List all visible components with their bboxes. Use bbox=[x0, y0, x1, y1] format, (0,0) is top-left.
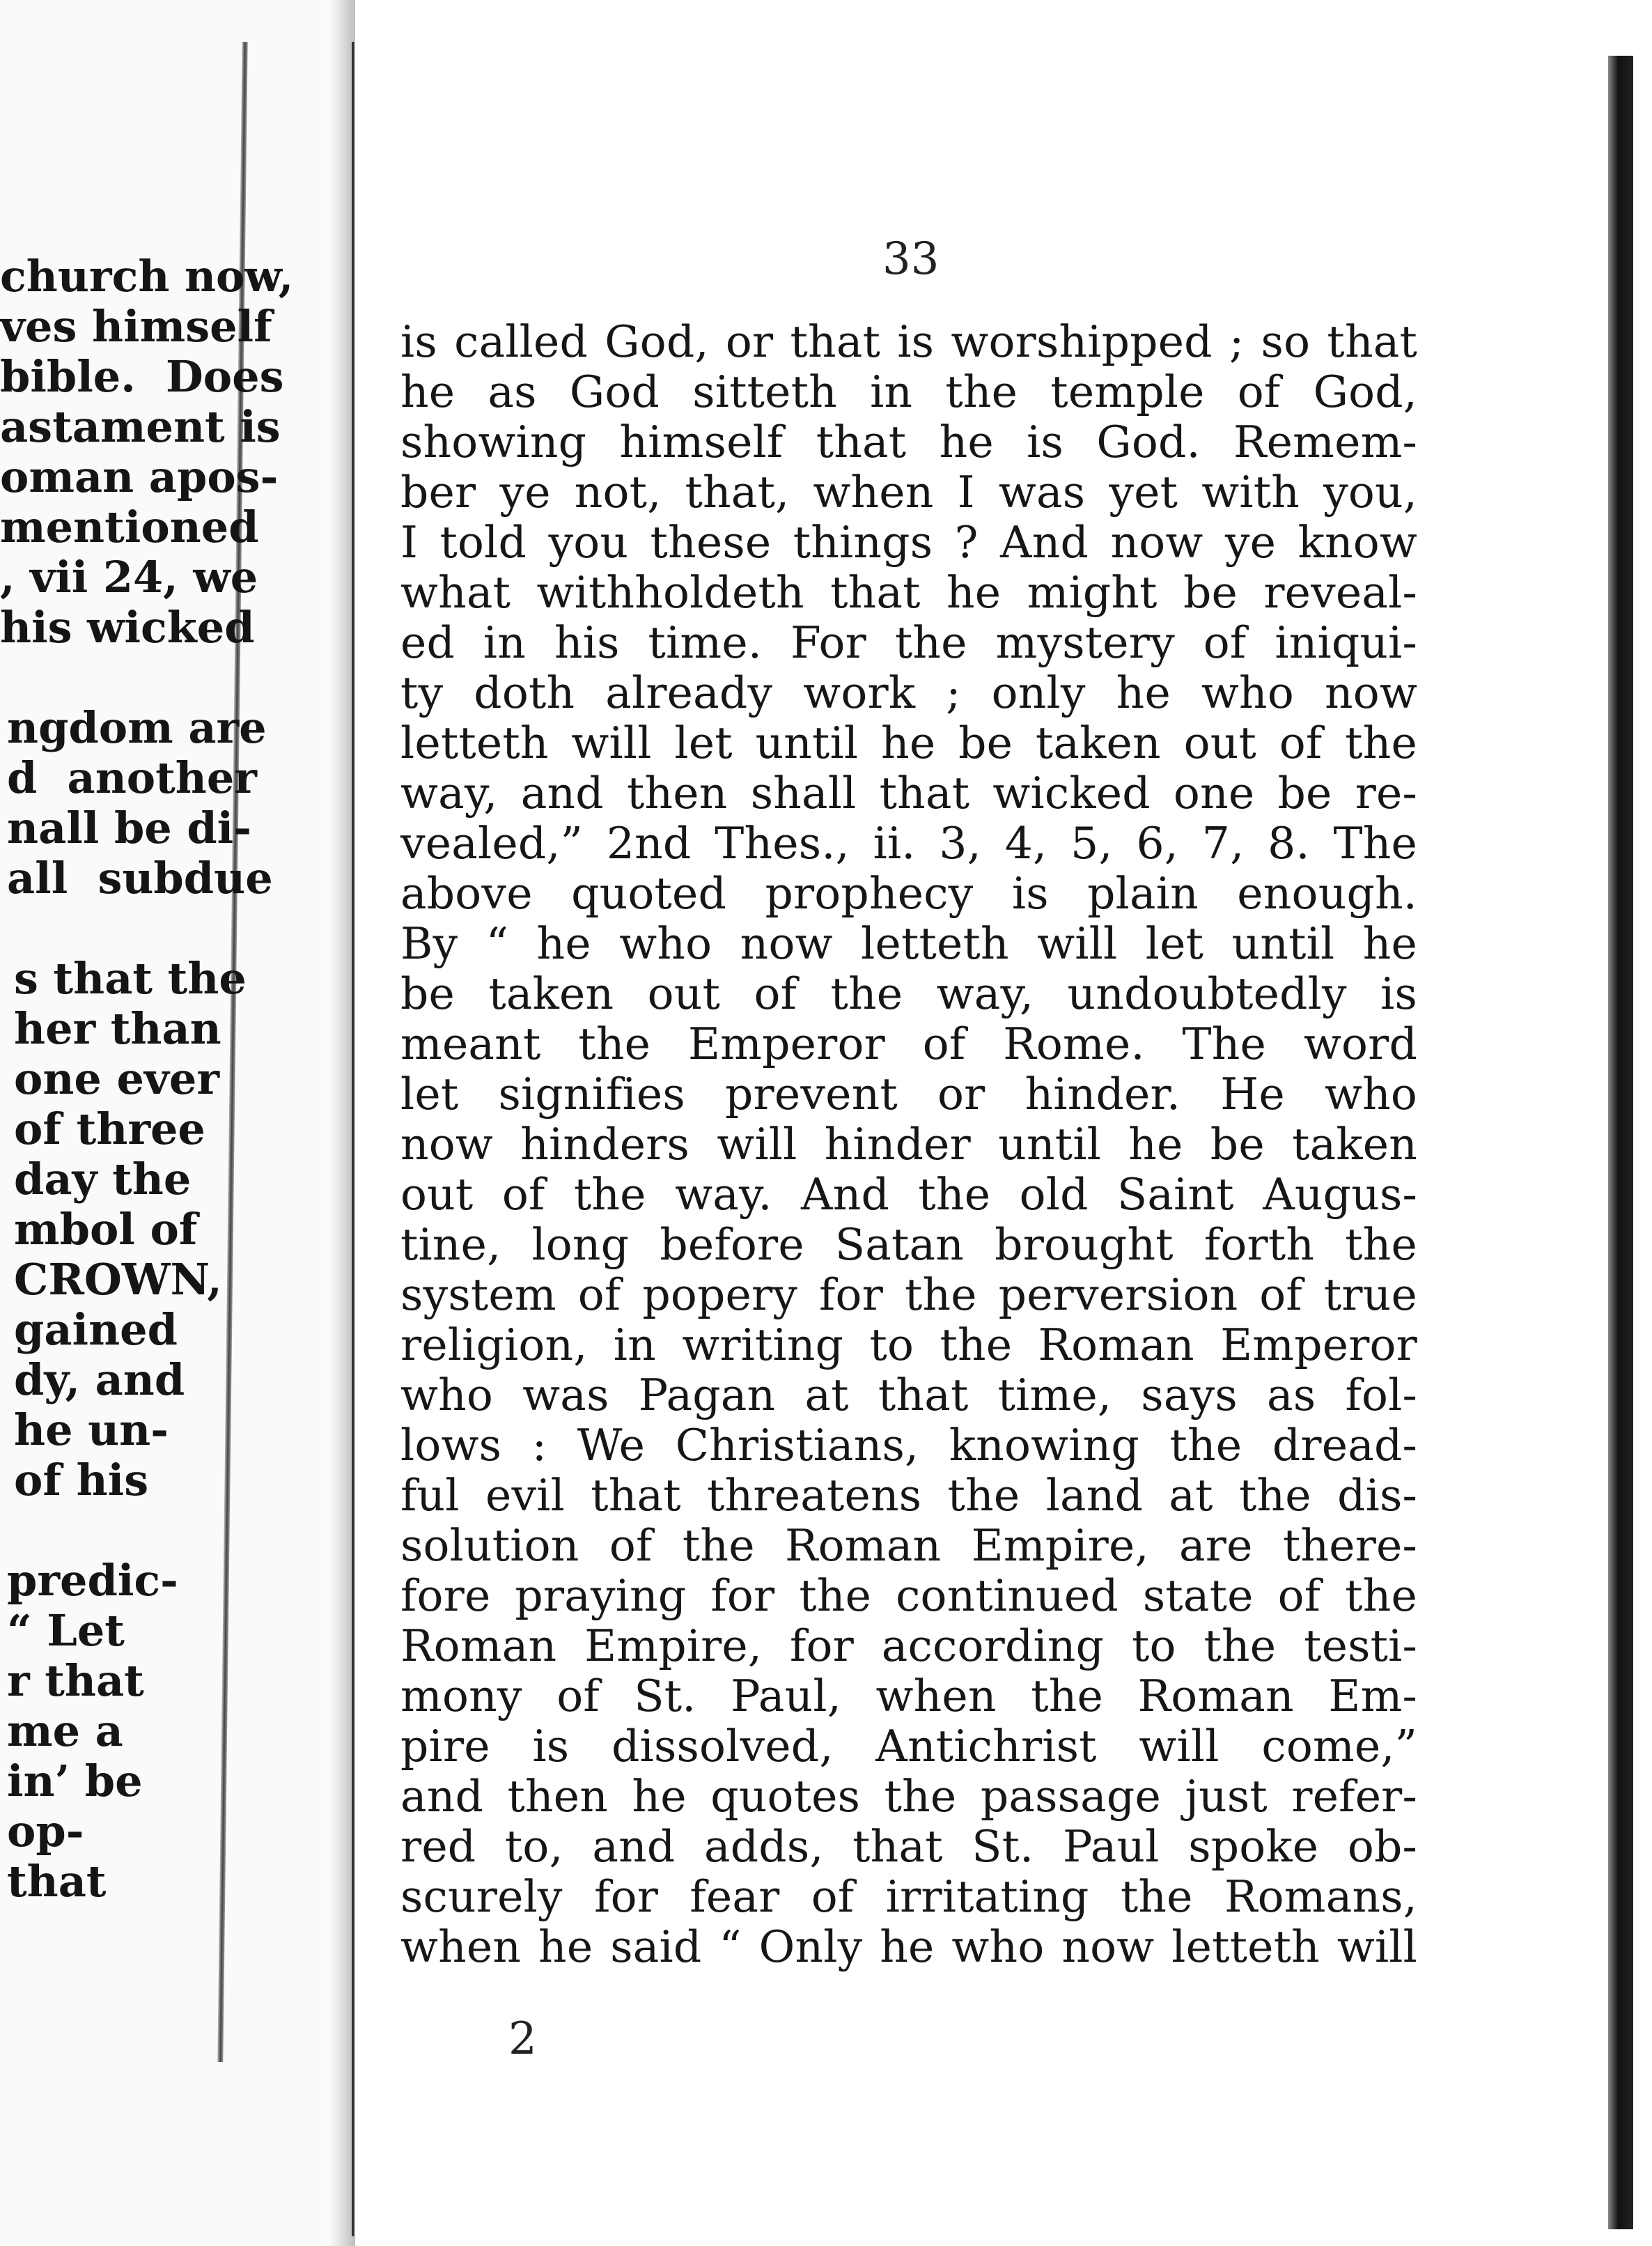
left-page-line: mentioned bbox=[0, 502, 259, 552]
text-line bbox=[400, 1521, 1417, 1571]
text-line-content: fore praying for the continued state of the bbox=[400, 1570, 1417, 1621]
text-line bbox=[400, 1872, 1417, 1922]
text-line bbox=[400, 1220, 1417, 1270]
left-page-line: her than bbox=[14, 1003, 221, 1054]
text-line-content: tine, long before Satan brought forth the bbox=[400, 1219, 1417, 1270]
text-line-content: out of the way. And the old Saint Augus- bbox=[400, 1169, 1417, 1220]
left-page-line: one ever bbox=[14, 1053, 220, 1104]
left-page-line: CROWN, bbox=[14, 1254, 222, 1305]
text-line-content: pire is dissolved, Antichrist will come,” bbox=[400, 1721, 1417, 1772]
text-line-content: mony of St. Paul, when the Roman Em- bbox=[400, 1671, 1417, 1721]
text-line bbox=[400, 1621, 1417, 1671]
left-page-line: dy, and bbox=[14, 1354, 185, 1405]
page-right-edge bbox=[1608, 56, 1633, 2229]
text-line bbox=[400, 1571, 1417, 1621]
text-line-content: I told you these things ? And now ye know bbox=[400, 517, 1417, 568]
left-page-line: that bbox=[7, 1856, 107, 1907]
left-page-line: “ Let bbox=[7, 1605, 125, 1656]
left-page-line: all subdue bbox=[7, 853, 273, 904]
text-line-content: who was Pagan at that time, says as fol- bbox=[400, 1370, 1417, 1420]
left-page-line: of three bbox=[14, 1103, 205, 1154]
text-line-content: is called God, or that is worshipped ; so that bbox=[400, 316, 1417, 367]
left-page-line: nall be di- bbox=[7, 803, 251, 853]
text-line bbox=[400, 1320, 1417, 1370]
text-line bbox=[400, 1772, 1417, 1822]
text-line-content: meant the Emperor of Rome. The word bbox=[400, 1019, 1417, 1069]
text-line bbox=[400, 1069, 1417, 1120]
left-page-line: s that the bbox=[14, 953, 247, 1004]
left-facing-page bbox=[0, 0, 352, 2246]
left-page-line: ves himself bbox=[0, 301, 272, 352]
text-line bbox=[400, 1721, 1417, 1772]
left-page-line: r that bbox=[7, 1655, 144, 1706]
text-line bbox=[400, 1922, 1417, 1972]
text-line-content: lows : We Christians, knowing the dread- bbox=[400, 1420, 1417, 1471]
left-page-line: d another bbox=[7, 752, 257, 803]
left-page-line: of his bbox=[14, 1455, 149, 1505]
text-line-content: above quoted prophecy is plain enough. bbox=[400, 868, 1417, 919]
text-line-content: religion, in writing to the Roman Emperor bbox=[400, 1319, 1417, 1370]
text-line-content: be taken out of the way, undoubtedly is bbox=[400, 968, 1417, 1019]
text-line bbox=[400, 668, 1417, 718]
left-page-line: op- bbox=[7, 1806, 84, 1857]
left-page-line: he un- bbox=[14, 1404, 169, 1455]
left-page-line: me a bbox=[7, 1705, 123, 1756]
page-binding-edge bbox=[352, 42, 354, 2236]
text-line bbox=[400, 467, 1417, 518]
text-line bbox=[400, 568, 1417, 618]
left-page-binding-shadow bbox=[327, 0, 355, 2246]
text-line bbox=[400, 919, 1417, 969]
text-line-content: red to, and adds, that St. Paul spoke ob- bbox=[400, 1821, 1417, 1872]
text-line bbox=[400, 1270, 1417, 1320]
text-line bbox=[400, 518, 1417, 568]
text-line-content: ed in his time. For the mystery of iniqui- bbox=[400, 617, 1417, 668]
printer-signature-mark: 2 bbox=[508, 2013, 537, 2065]
text-line bbox=[400, 417, 1417, 467]
text-line-content: and then he quotes the passage just refer- bbox=[400, 1771, 1417, 1822]
text-line-content: system of popery for the perversion of true bbox=[400, 1269, 1417, 1320]
text-line bbox=[400, 367, 1417, 417]
text-line bbox=[400, 1471, 1417, 1521]
text-line bbox=[400, 869, 1417, 919]
text-line-content: when he said “ Only he who now letteth will bbox=[400, 1921, 1417, 1972]
left-page-line: oman apos- bbox=[0, 451, 279, 502]
text-line-content: scurely for fear of irritating the Romans, bbox=[400, 1871, 1417, 1922]
left-page-line: astament is bbox=[0, 401, 281, 452]
text-line-content: now hinders will hinder until he be taken bbox=[400, 1119, 1417, 1170]
text-line bbox=[400, 1170, 1417, 1220]
text-line bbox=[400, 1420, 1417, 1471]
left-page-line: church now, bbox=[0, 251, 294, 302]
text-line bbox=[400, 969, 1417, 1019]
text-line bbox=[400, 1822, 1417, 1872]
text-line bbox=[400, 1370, 1417, 1420]
text-line bbox=[400, 618, 1417, 668]
text-line-content: vealed,” 2nd Thes., ii. 3, 4, 5, 6, 7, 8. The bbox=[400, 818, 1417, 869]
text-line-content: By “ he who now letteth will let until he bbox=[400, 918, 1417, 969]
left-page-line: ngdom are bbox=[7, 702, 267, 753]
text-line-content: ty doth already work ; only he who now bbox=[400, 667, 1417, 718]
text-line-content: way, and then shall that wicked one be re- bbox=[400, 768, 1417, 819]
text-line-content: showing himself that he is God. Remem- bbox=[400, 417, 1417, 467]
text-line bbox=[400, 1671, 1417, 1721]
text-line-content: ful evil that threatens the land at the dis- bbox=[400, 1470, 1417, 1521]
text-line bbox=[400, 718, 1417, 768]
left-page-line: mbol of bbox=[14, 1204, 198, 1255]
left-page-line: his wicked bbox=[0, 602, 255, 653]
left-page-line: day the bbox=[14, 1154, 192, 1205]
left-page-line: , vii 24, we bbox=[0, 552, 258, 603]
text-line-content: Roman Empire, for according to the testi- bbox=[400, 1620, 1417, 1671]
left-page-line: in’ be bbox=[7, 1756, 143, 1806]
page-number: 33 bbox=[882, 233, 940, 285]
left-page-line: predic- bbox=[7, 1555, 178, 1606]
text-line-content: ber ye not, that, when I was yet with you, bbox=[400, 467, 1417, 518]
left-page-line: bible. Does bbox=[0, 351, 284, 402]
left-page-line: gained bbox=[14, 1304, 178, 1355]
text-line-content: what withholdeth that he might be reveal- bbox=[400, 567, 1417, 618]
text-line bbox=[400, 1120, 1417, 1170]
text-line bbox=[400, 819, 1417, 869]
text-line-content: let signifies prevent or hinder. He who bbox=[400, 1069, 1417, 1120]
text-line bbox=[400, 1019, 1417, 1069]
text-line bbox=[400, 768, 1417, 819]
text-line-content: letteth will let until he be taken out of the bbox=[400, 718, 1417, 768]
text-line-content: he as God sitteth in the temple of God, bbox=[400, 366, 1417, 417]
text-line-content: solution of the Roman Empire, are there- bbox=[400, 1520, 1417, 1571]
text-line bbox=[400, 317, 1417, 367]
